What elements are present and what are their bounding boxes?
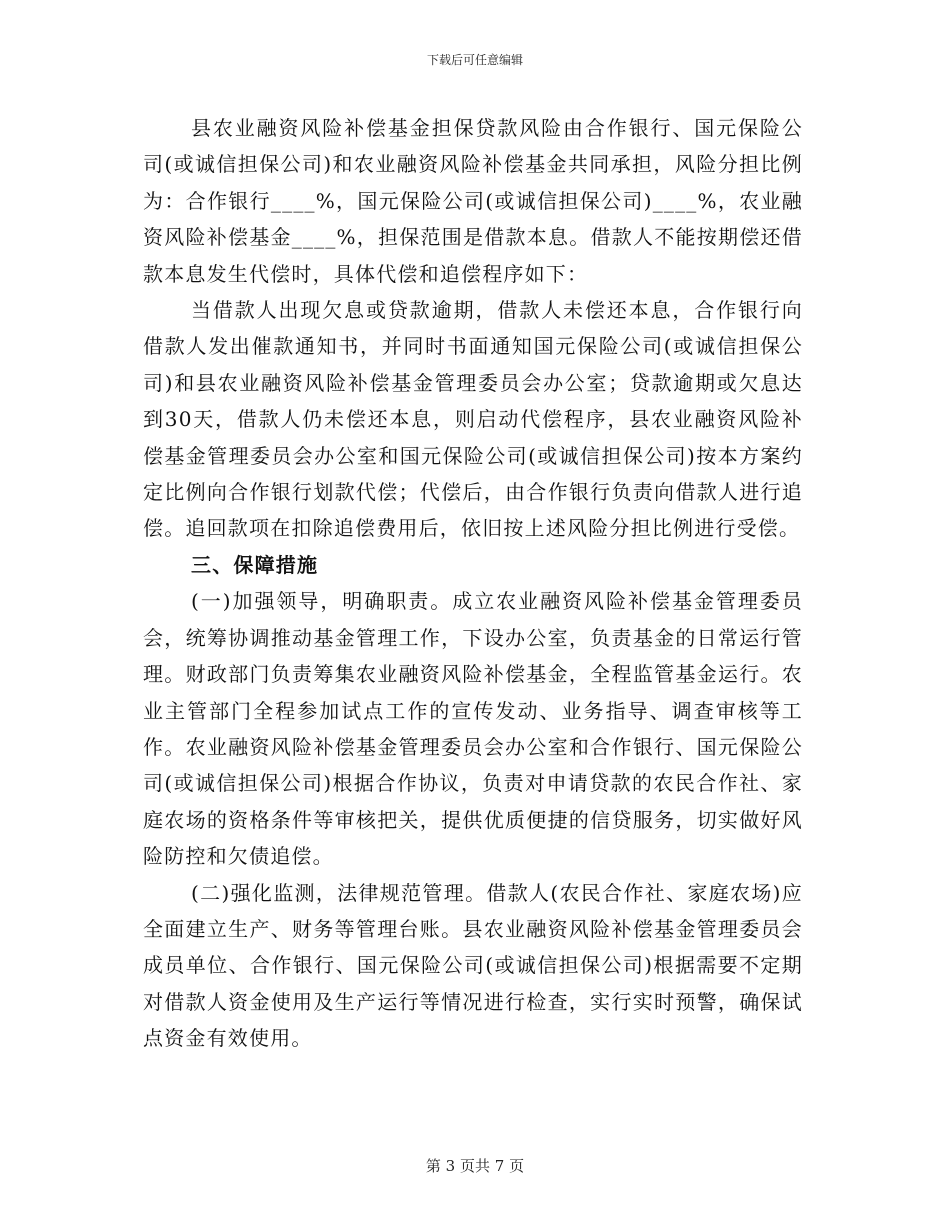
page-header: 下载后可任意编辑 (426, 53, 523, 67)
page-number: 第 3 页共 7 页 (425, 1157, 525, 1175)
paragraph-leadership: (一)加强领导，明确职责。成立农业融资风险补偿基金管理委员会，统筹协调推动基金管理工作，下设办公室，负责基金的日常运行管理。财政部门负责筹集农业融资风险补偿基金，全程监管基金运行。农业主管部门全程参加试点工作的宣传发动、业务指导、调查审核等工作。农业融资风险补偿基金管理委员会办公室和合作银行、国元保险公司(或诚信担保公司)根据合作协议，负责对申请贷款的农民合作社、家庭农场的资格条件等审核把关，提供优质便捷的信贷服务，切实做好风险防控和欠债追偿。 (143, 589, 803, 869)
paragraph-monitoring: (二)强化监测，法律规范管理。借款人(农民合作社、家庭农场)应全面建立生产、财务等管理台账。县农业融资风险补偿基金管理委员会成员单位、合作银行、国元保险公司(或诚信担保公司)根据需要不定期对借款人资金使用及生产运行等情况进行检查，实行实时预警，确保试点资金有效使用。 (143, 880, 803, 1051)
document-body (143, 110, 803, 1057)
paragraph-risk-sharing: 县农业融资风险补偿基金担保贷款风险由合作银行、国元保险公司(或诚信担保公司)和农业融资风险补偿基金共同承担，风险分担比例为：合作银行____%，国元保险公司(或诚信担保公司)____%，农业融资风险补偿基金____%，担保范围是借款本息。借款人不能按期偿还借款本息发生代偿时，具体代偿和追偿程序如下： (143, 116, 803, 286)
paragraph-compensation-procedure: 当借款人出现欠息或贷款逾期，借款人未偿还本息，合作银行向借款人发出催款通知书，并同时书面通知国元保险公司(或诚信担保公司)和县农业融资风险补偿基金管理委员会办公室；贷款逾期或欠息达到30天，借款人仍未偿还本息，则启动代偿程序，县农业融资风险补偿基金管理委员会办公室和国元保险公司(或诚信担保公司)按本方案约定比例向合作银行划款代偿；代偿后，由合作银行负责向借款人进行追偿。追回款项在扣除追偿费用后，依旧按上述风险分担比例进行受偿。 (143, 298, 803, 541)
section-heading-safeguards: 三、保障措施 (191, 552, 319, 577)
